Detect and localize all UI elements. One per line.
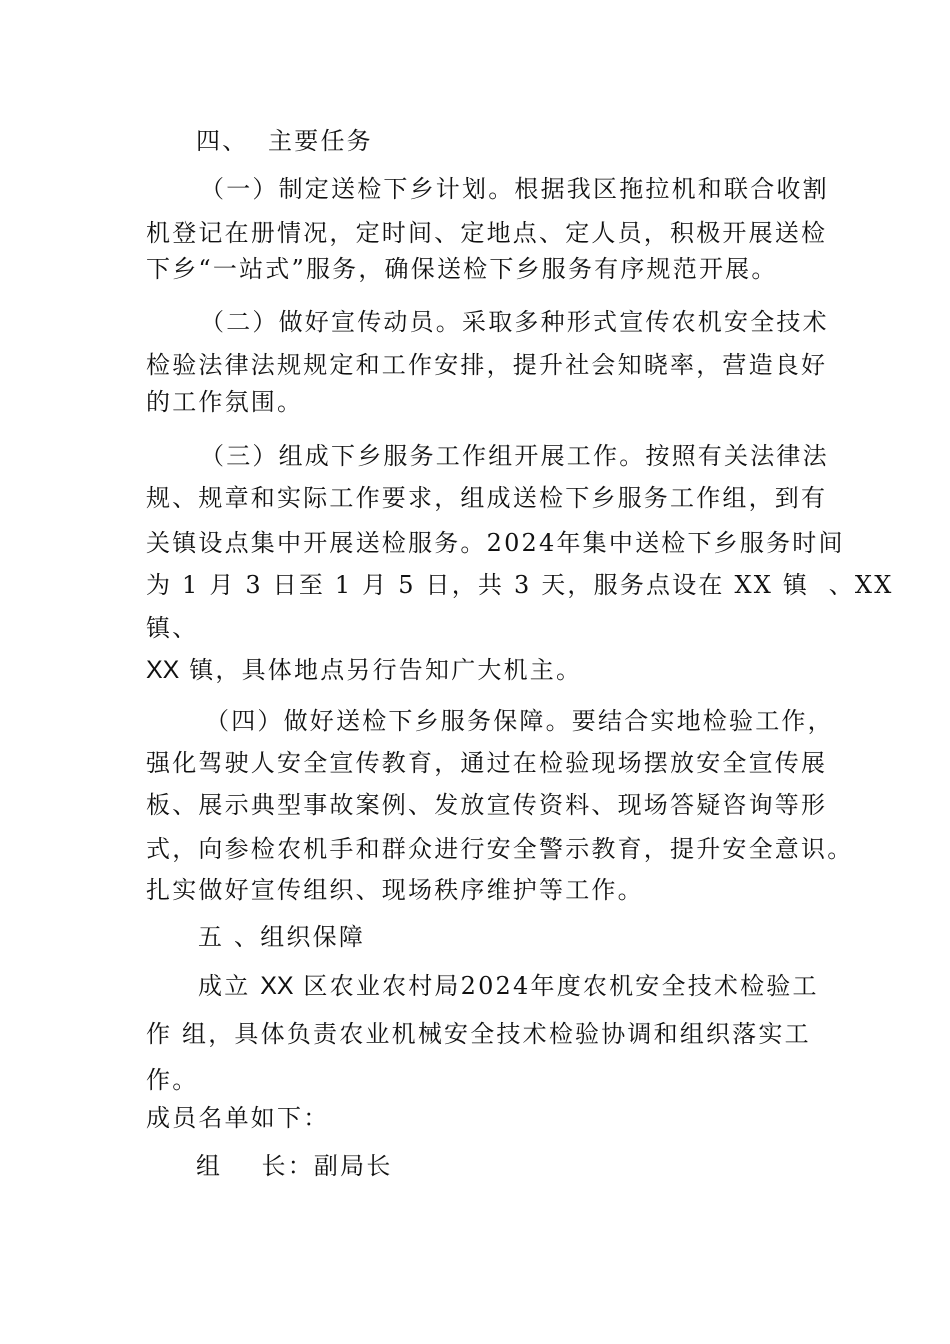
paragraph-2-line-2: 检验法律法规规定和工作安排，提升社会知晓率，营造良好 [146,351,828,379]
paragraph-3-line-6-text: 镇，具体地点另行告知广大机主。 [179,656,583,684]
member-list-intro: 成员名单如下： [146,1104,330,1132]
paragraph-4-line-4: 式，向参检农机手和群众进行安全警示教育，提升安全意识。 [146,835,854,863]
paragraph-4-line-5: 扎实做好宣传组织、现场秩序维护等工作。 [146,876,644,904]
paragraph-2-line-1: （二）做好宣传动员。采取多种形式宣传农机安全技术 [200,308,829,336]
paragraph-2-line-3: 的工作氛围。 [146,388,304,416]
paragraph-3-line-1: （三）组成下乡服务工作组开展工作。按照有关法律法 [200,442,829,470]
paragraph-4-line-2: 强化驾驶人安全宣传教育，通过在检验现场摆放安全宣传展 [146,749,828,777]
paragraph-3-line-4: 为 1 月 3 日至 1 月 5 日，共 3 天，服务点设在 XX 镇 、XX [146,571,894,599]
paragraph-5-line-2: 作 组，具体负责农业机械安全技术检验协调和组织落实工 [146,1020,811,1048]
paragraph-3-line-2: 规、规章和实际工作要求，组成送检下乡服务工作组，到有 [146,484,828,512]
paragraph-3-line-3: 关镇设点集中开展送检服务。2024年集中送检下乡服务时间 [146,529,845,557]
xx-placeholder: XX [146,656,180,684]
paragraph-1-line-2: 机登记在册情况，定时间、定地点、定人员，积极开展送检 [146,219,828,247]
paragraph-3-line-6 [146,654,582,686]
paragraph-4-line-1: （四）做好送检下乡服务保障。要结合实地检验工作， [205,707,834,735]
paragraph-5-line-3: 作。 [146,1066,199,1094]
paragraph-5-line-1-prefix: 成立 [198,972,261,1000]
paragraph-1-line-1: （一）制定送检下乡计划。根据我区拖拉机和联合收割 [200,175,829,203]
paragraph-4-line-3: 板、展示典型事故案例、发放宣传资料、现场答疑咨询等形 [146,791,828,819]
member-list-item-leader: 组 长：副局长 [196,1152,393,1180]
paragraph-3-line-5: 镇、 [146,614,199,642]
paragraph-5-line-1 [198,970,819,1002]
section-heading-5: 五 、组织保障 [198,923,366,951]
section-heading-4: 四、 主要任务 [196,127,373,155]
paragraph-5-line-1-text: 区农业农村局2024年度农机安全技术检验工 [293,972,819,1000]
xx-placeholder: XX [260,972,294,1000]
paragraph-1-line-3: 下乡“一站式”服务，确保送检下乡服务有序规范开展。 [146,255,778,283]
